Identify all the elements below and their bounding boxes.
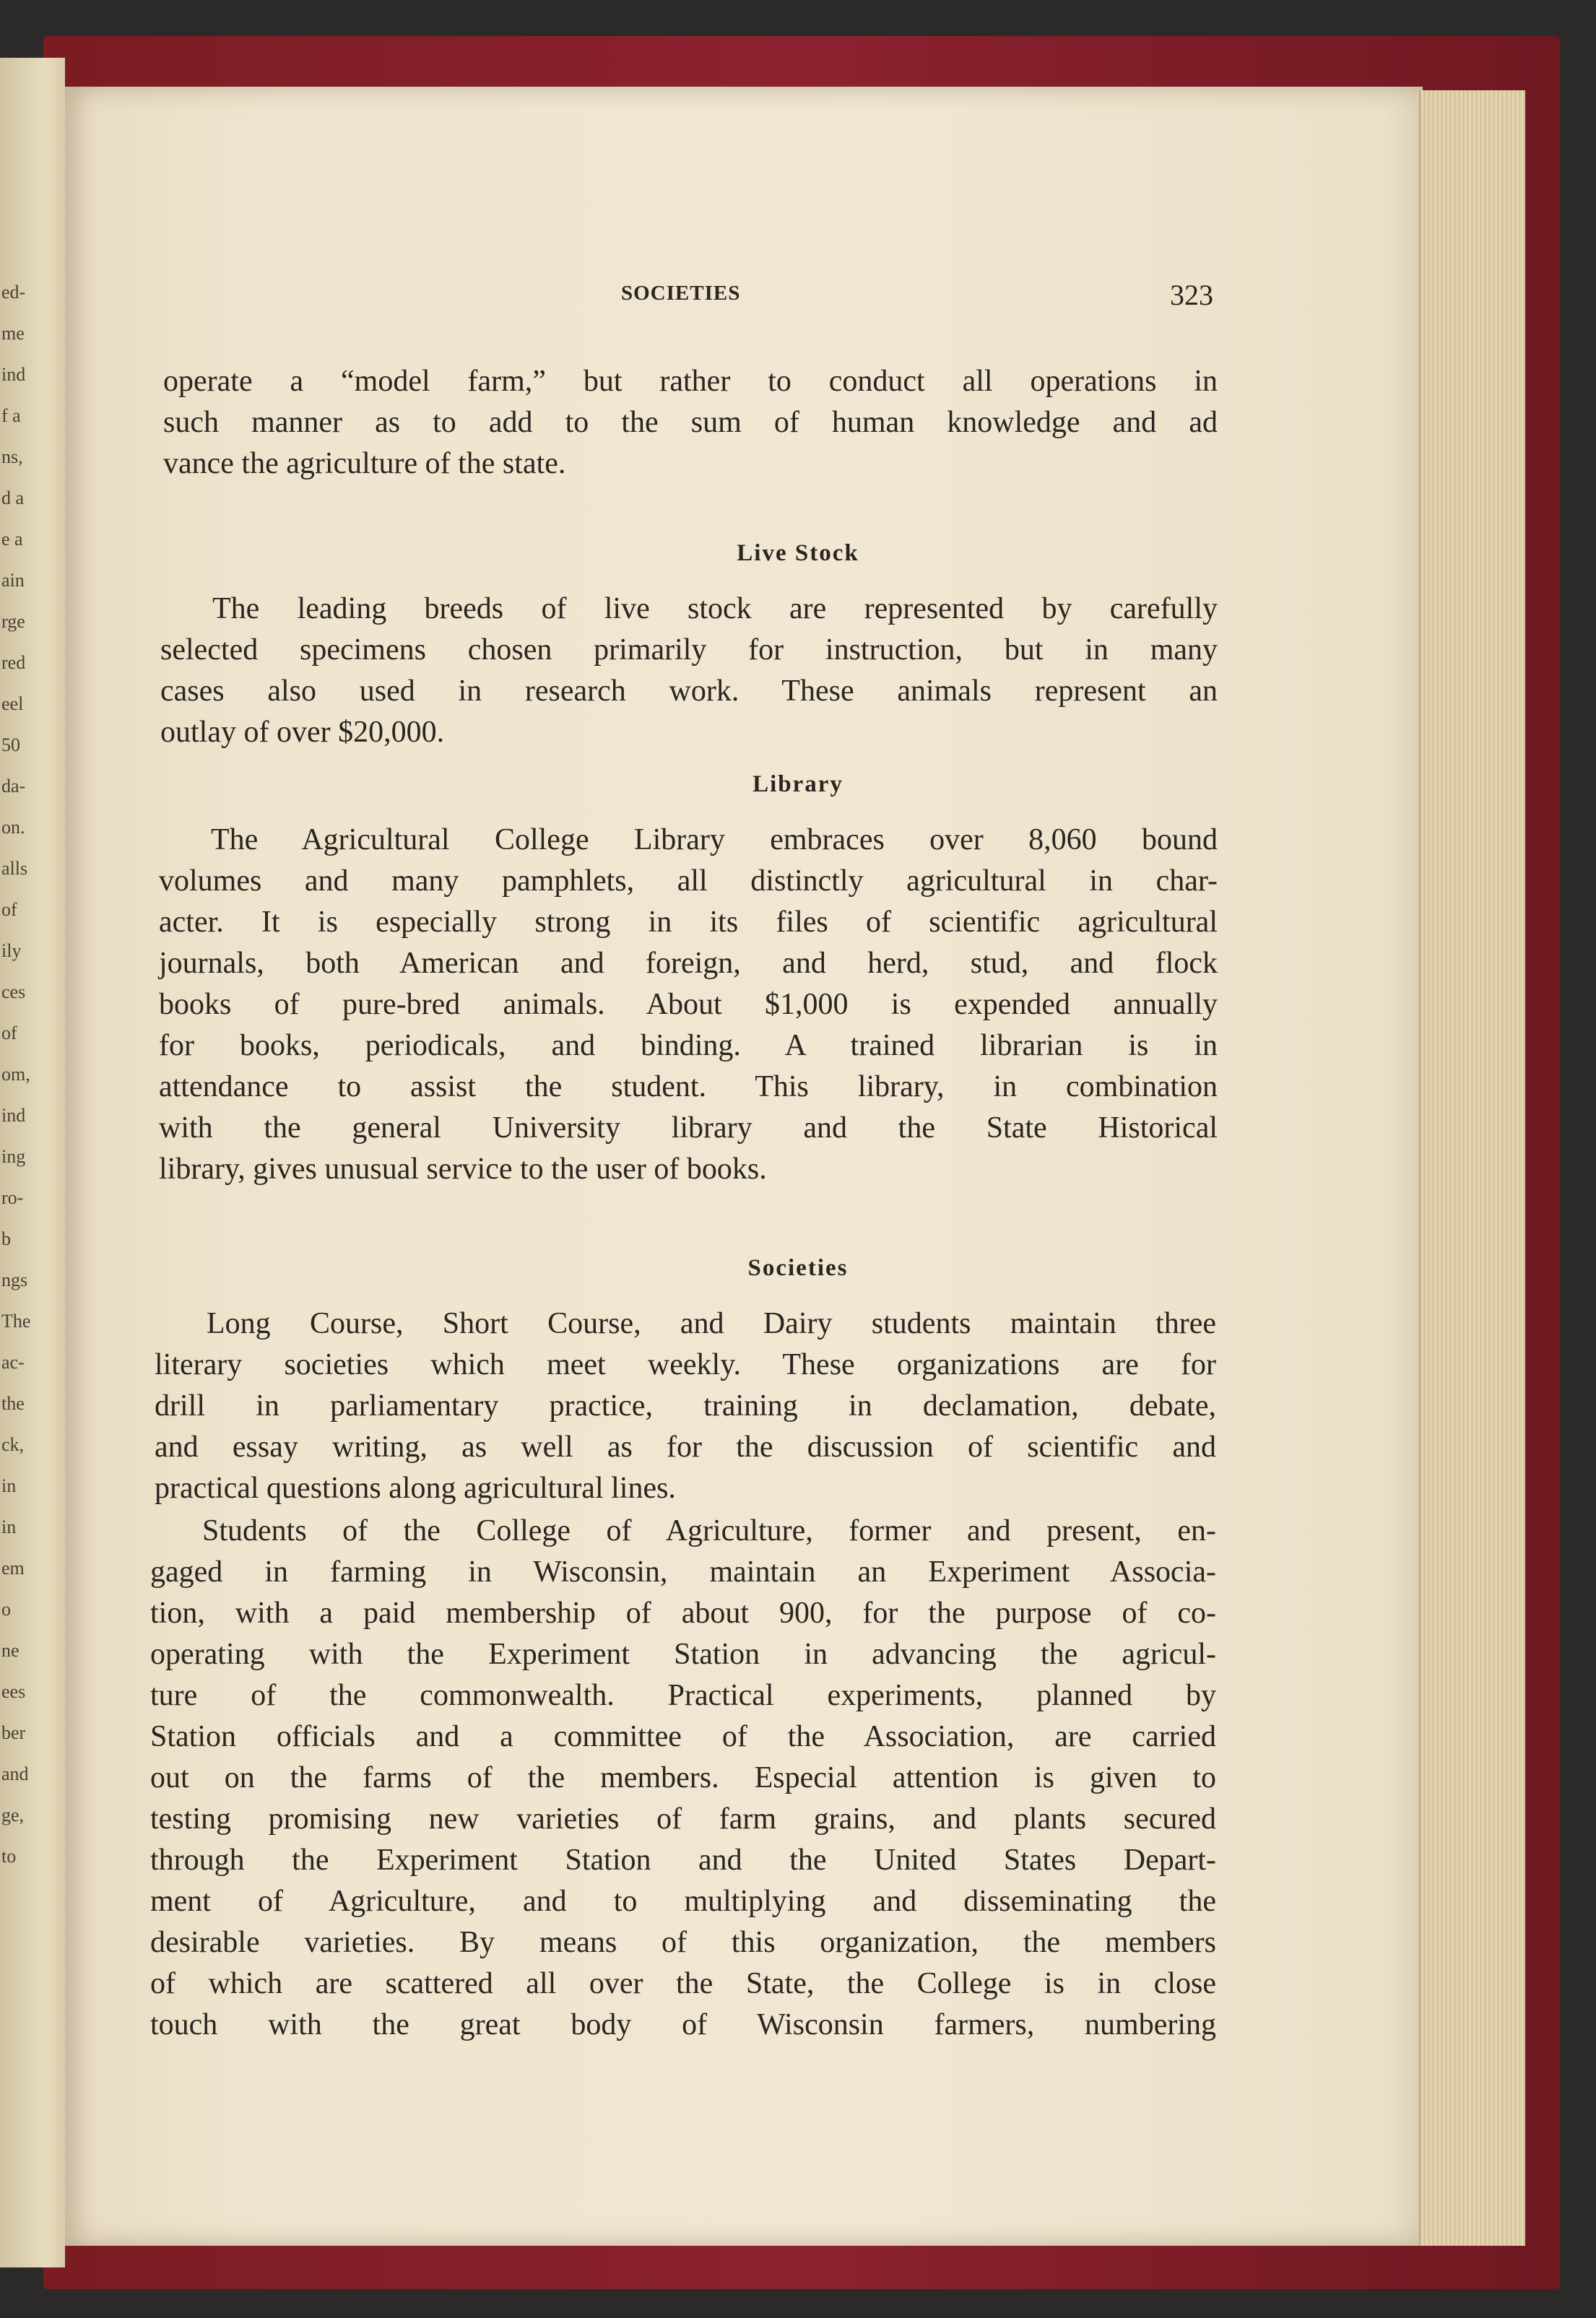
text-line: with the general University library and the State Historical <box>159 1111 1218 1145</box>
previous-page-fragment: eel <box>1 693 24 714</box>
text-line: ment of Agriculture, and to multiplying and disseminating the <box>150 1885 1216 1918</box>
societies-paragraph-1 <box>155 1303 1216 1509</box>
text-line: such manner as to add to the sum of human knowledge and ad <box>163 406 1218 439</box>
text-line: attendance to assist the student. This library, in combination <box>159 1070 1218 1103</box>
text-line: operate a “model farm,” but rather to conduct all operations in <box>163 365 1218 398</box>
text-line: and essay writing, as well as for the discussion of scientific and <box>155 1431 1216 1464</box>
previous-page-fragment: and <box>1 1763 29 1784</box>
previous-page-fragment: 50 <box>1 734 20 755</box>
previous-page-fragment: of <box>1 1023 17 1043</box>
text-line: touch with the great body of Wisconsin farmers, numbering <box>150 2008 1216 2041</box>
text-line: The leading breeds of live stock are represented by carefully <box>212 592 1218 625</box>
previous-page-fragment: ees <box>1 1681 26 1702</box>
text-line: desirable varieties. By means of this organization, the members <box>150 1926 1216 1959</box>
section-heading-library: Library <box>753 771 843 797</box>
text-line: for books, periodicals, and binding. A trained librarian is in <box>159 1029 1218 1062</box>
previous-page-fragment: f a <box>1 405 21 426</box>
text-line: operating with the Experiment Station in advancing the agricul- <box>150 1638 1216 1671</box>
previous-page-fragment: ber <box>1 1722 26 1743</box>
previous-page-fragment: The <box>1 1311 31 1332</box>
previous-page-fragment: ed- <box>1 282 26 303</box>
text-line: through the Experiment Station and the United States Depart- <box>150 1844 1216 1877</box>
previous-page-fragment: ain <box>1 570 25 591</box>
previous-page-fragment: e a <box>1 529 23 550</box>
previous-page-fragment: rge <box>1 611 25 632</box>
text-line: Students of the College of Agriculture, former and present, en- <box>202 1514 1216 1547</box>
previous-page-fragment: of <box>1 899 17 920</box>
previous-page-fragment: ne <box>1 1640 19 1661</box>
previous-page-fragment: o <box>1 1599 11 1620</box>
previous-page-fragment: em <box>1 1558 25 1579</box>
previous-page-fragment: ces <box>1 981 26 1002</box>
previous-page-fragment: ck, <box>1 1434 25 1455</box>
previous-page-fragment: d a <box>1 487 25 508</box>
previous-page-fragment: ns, <box>1 446 23 467</box>
text-line: cases also used in research work. These animals represent an <box>160 674 1218 708</box>
text-line: gaged in farming in Wisconsin, maintain an Experiment Associa- <box>150 1555 1216 1589</box>
text-line: The Agricultural College Library embraces over 8,060 bound <box>211 823 1218 856</box>
previous-page-fragment: in <box>1 1475 17 1496</box>
previous-page-fragment: ngs <box>1 1269 28 1290</box>
text-line: volumes and many pamphlets, all distinctly agricultural in char- <box>159 864 1218 898</box>
text-line: practical questions along agricultural lines. <box>155 1472 676 1505</box>
societies-paragraph-2 <box>150 1511 1216 2046</box>
text-line: books of pure-bred animals. About $1,000 is expended annually <box>159 988 1218 1021</box>
text-line: tion, with a paid membership of about 900, for the purpose of co- <box>150 1597 1216 1630</box>
text-line: journals, both American and foreign, and herd, stud, and flock <box>159 947 1218 980</box>
text-line: library, gives unusual service to the user of books. <box>159 1153 767 1186</box>
previous-page-fragment: on. <box>1 817 25 838</box>
text-line: literary societies which meet weekly. These organizations are for <box>155 1348 1216 1381</box>
previous-page-fragment: the <box>1 1393 25 1414</box>
running-head: SOCIETIES <box>621 282 741 305</box>
previous-page-fragment: ind <box>1 1105 26 1126</box>
previous-page-fragment: red <box>1 652 26 673</box>
text-line: out on the farms of the members. Especial attention is given to <box>150 1761 1216 1794</box>
text-line: vance the agriculture of the state. <box>163 447 566 480</box>
previous-page-fragment: ily <box>1 940 22 961</box>
previous-page-fragment: b <box>1 1228 11 1249</box>
page-number: 323 <box>1170 279 1213 311</box>
previous-page-fragment: ro- <box>1 1187 24 1208</box>
intro-paragraph <box>163 361 1218 485</box>
section-heading-societies: Societies <box>747 1255 849 1281</box>
section-heading-live-stock: Live Stock <box>737 540 859 566</box>
previous-page-fragment: om, <box>1 1064 30 1085</box>
text-line: Long Course, Short Course, and Dairy students maintain three <box>207 1307 1216 1340</box>
previous-page-fragment: in <box>1 1516 17 1537</box>
text-line: outlay of over $20,000. <box>160 716 445 749</box>
text-line: ture of the commonwealth. Practical experiments, planned by <box>150 1679 1216 1712</box>
live-stock-paragraph <box>160 589 1218 753</box>
previous-page-fragment: to <box>1 1846 17 1867</box>
previous-page-fragment: ind <box>1 364 26 385</box>
previous-page-fragment: ac- <box>1 1352 25 1373</box>
text-line: selected specimens chosen primarily for instruction, but in many <box>160 633 1218 667</box>
previous-page-fragment: me <box>1 323 25 344</box>
previous-page-fragment: da- <box>1 776 26 796</box>
previous-page-fragment: ge, <box>1 1805 25 1826</box>
text-line: testing promising new varieties of farm grains, and plants secured <box>150 1802 1216 1836</box>
text-line: Station officials and a committee of the Association, are carried <box>150 1720 1216 1753</box>
previous-page-fragment: alls <box>1 858 28 879</box>
text-line: drill in parliamentary practice, training in declamation, debate, <box>155 1389 1216 1423</box>
library-paragraph <box>159 820 1218 1190</box>
previous-page-fragment: ing <box>1 1146 26 1167</box>
text-line: acter. It is especially strong in its files of scientific agricultural <box>159 906 1218 939</box>
text-line: of which are scattered all over the State, the College is in close <box>150 1967 1216 2000</box>
